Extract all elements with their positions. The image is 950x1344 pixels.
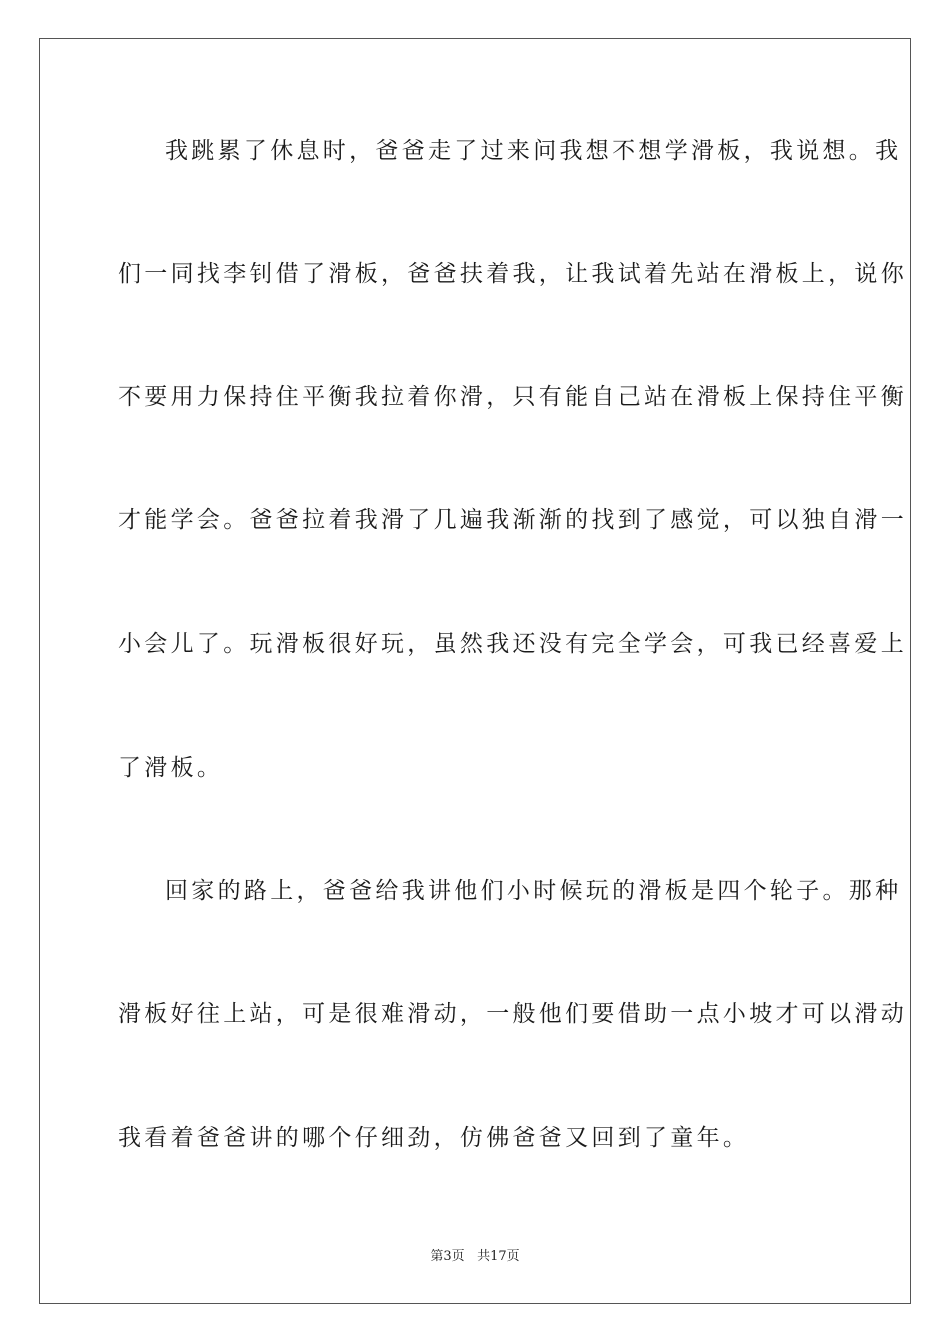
paragraph-line: 我跳累了休息时，爸爸走了过来问我想不想学滑板，我说想。我: [165, 138, 902, 164]
paragraph-line: 我看着爸爸讲的哪个仔细劲，仿佛爸爸又回到了童年。: [118, 1125, 750, 1151]
page-border: [39, 38, 911, 1304]
paragraph-line: 们一同找李钊借了滑板，爸爸扶着我，让我试着先站在滑板上，说你: [118, 261, 907, 287]
paragraph-line: 滑板好往上站，可是很难滑动，一般他们要借助一点小坡才可以滑动: [118, 1001, 907, 1027]
paragraph-line: 了滑板。: [118, 755, 224, 781]
page-number: 第3页: [430, 1249, 465, 1264]
page-total: 共17页: [477, 1249, 520, 1264]
paragraph-line: 不要用力保持住平衡我拉着你滑，只有能自己站在滑板上保持住平衡: [118, 384, 907, 410]
paragraph-line: 小会儿了。玩滑板很好玩，虽然我还没有完全学会，可我已经喜爱上: [118, 631, 907, 657]
paragraph-line: 才能学会。爸爸拉着我滑了几遍我渐渐的找到了感觉，可以独自滑一: [118, 507, 907, 533]
paragraph-line: 回家的路上，爸爸给我讲他们小时候玩的滑板是四个轮子。那种: [165, 878, 902, 904]
page-footer: [0, 1245, 950, 1264]
